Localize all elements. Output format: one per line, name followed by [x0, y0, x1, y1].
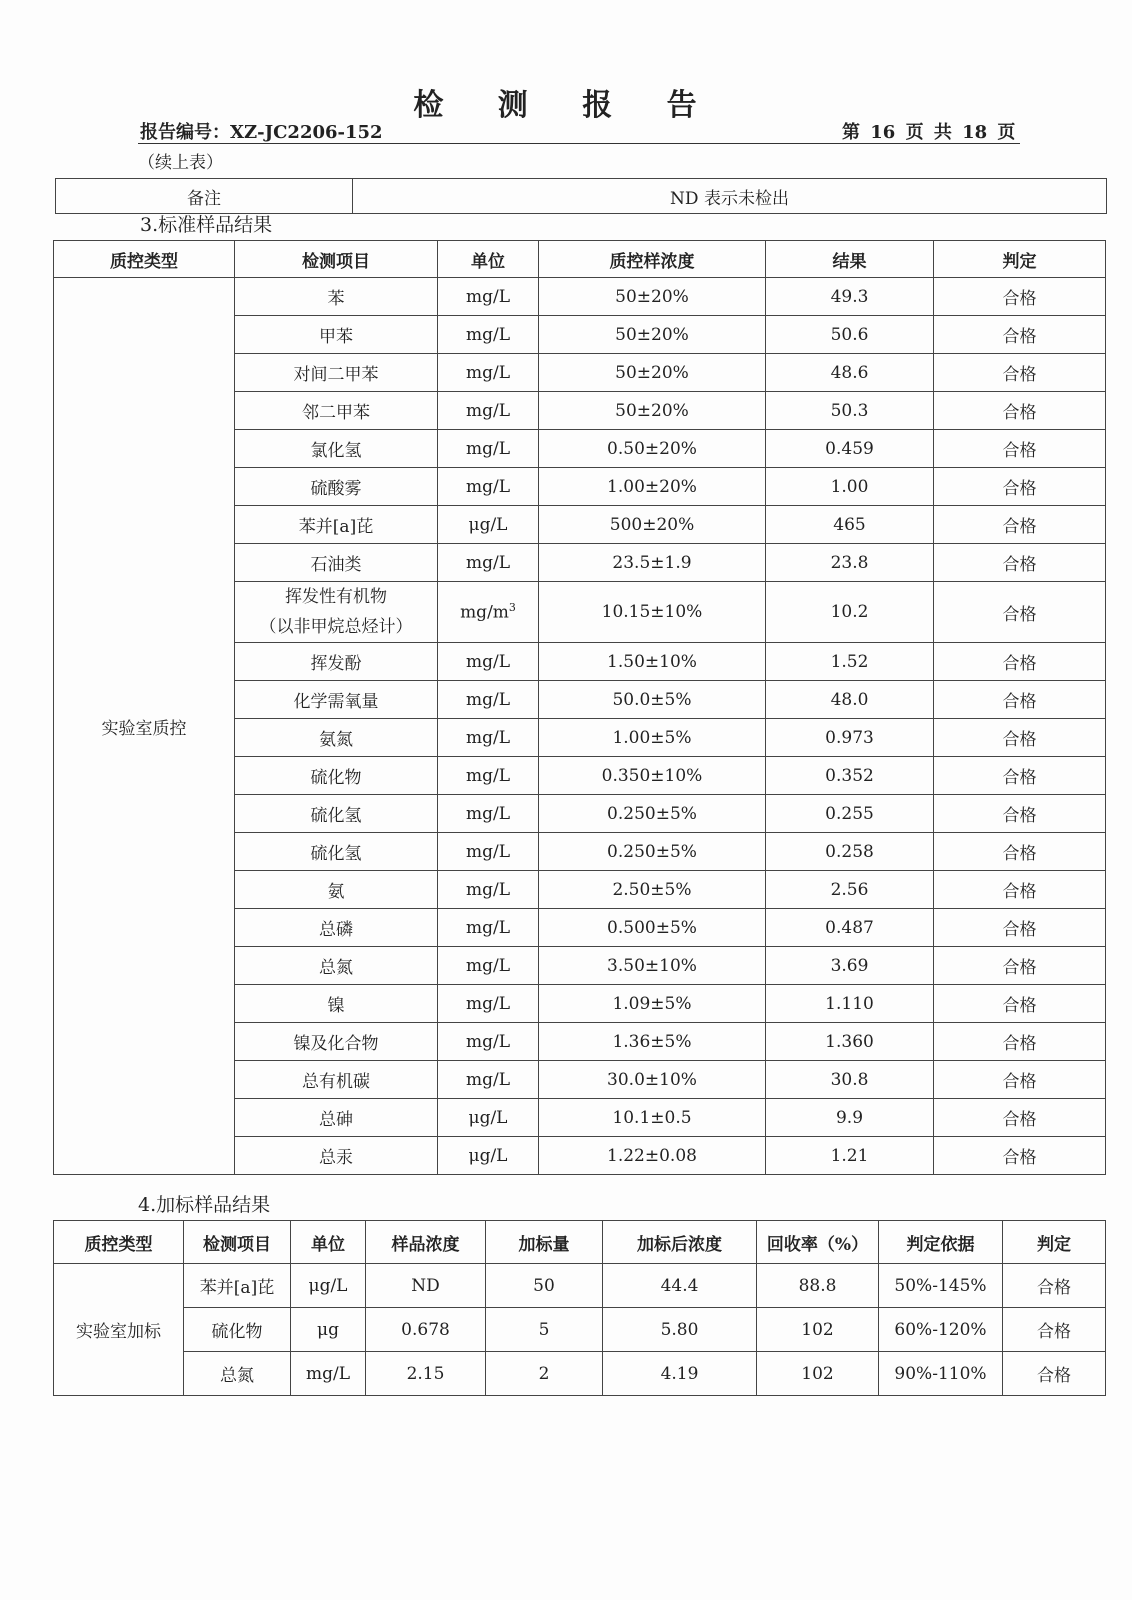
conc-cell: 50±20% — [539, 392, 766, 430]
col-header: 检测项目 — [184, 1221, 291, 1264]
item-cell: 总汞 — [235, 1137, 438, 1175]
unit-cell — [438, 1023, 539, 1061]
unit-text: mg/L — [465, 993, 511, 1014]
after-cell: 5.80 — [603, 1308, 757, 1352]
table-row — [56, 179, 1107, 214]
item-line-2: （以非甲烷总烃计） — [259, 617, 413, 637]
item-cell: 氨 — [235, 871, 438, 909]
recovery-cell: 102 — [757, 1308, 879, 1352]
unit-text: mg/L — [465, 917, 511, 938]
col-header: 结果 — [766, 241, 934, 278]
unit-cell — [438, 643, 539, 681]
verdict-cell: 合格 — [934, 278, 1106, 316]
col-header: 判定依据 — [879, 1221, 1003, 1264]
item-cell: 苯并[a]芘 — [235, 506, 438, 544]
header-divider — [138, 143, 1020, 144]
remark-label: 备注 — [56, 179, 353, 214]
item-cell: 硫化物 — [235, 757, 438, 795]
unit-text: mg/L — [465, 1031, 511, 1052]
result-cell: 23.8 — [766, 544, 934, 582]
col-header: 质控样浓度 — [539, 241, 766, 278]
continued-label: （续上表） — [138, 153, 223, 173]
sample-cell: ND — [366, 1264, 486, 1308]
verdict-cell: 合格 — [934, 1023, 1106, 1061]
table-header-row — [54, 1221, 1106, 1264]
item-cell: 硫化氢 — [235, 795, 438, 833]
item-line-1: 挥发性有机物 — [285, 587, 387, 607]
conc-cell: 1.00±5% — [539, 719, 766, 757]
item-cell: 苯并[a]芘 — [184, 1264, 291, 1308]
col-header: 质控类型 — [54, 241, 235, 278]
qc-type-cell: 实验室加标 — [54, 1264, 184, 1396]
unit-cell — [438, 795, 539, 833]
unit-text: mg/L — [465, 803, 511, 824]
item-cell: 镍及化合物 — [235, 1023, 438, 1061]
table-header-row — [54, 241, 1106, 278]
section-title-spiked-samples: 4.加标样品结果 — [138, 1194, 271, 1216]
verdict-cell: 合格 — [934, 1099, 1106, 1137]
result-cell: 30.8 — [766, 1061, 934, 1099]
unit-text: mg/L — [465, 689, 511, 710]
page-info: 第 16 页 共 18 页 — [842, 122, 1016, 143]
result-cell: 1.110 — [766, 985, 934, 1023]
item-cell: 镍 — [235, 985, 438, 1023]
verdict-cell: 合格 — [934, 354, 1106, 392]
result-cell: 0.487 — [766, 909, 934, 947]
verdict-cell: 合格 — [934, 833, 1106, 871]
unit-text: mg/L — [465, 552, 511, 573]
conc-cell: 1.22±0.08 — [539, 1137, 766, 1175]
verdict-cell: 合格 — [934, 719, 1106, 757]
unit-text: μg/L — [468, 1145, 508, 1166]
item-cell: 氯化氢 — [235, 430, 438, 468]
result-cell: 49.3 — [766, 278, 934, 316]
unit-cell — [438, 909, 539, 947]
unit-cell: μg — [291, 1308, 366, 1352]
conc-cell: 1.00±20% — [539, 468, 766, 506]
item-cell: 对间二甲苯 — [235, 354, 438, 392]
conc-cell: 1.50±10% — [539, 643, 766, 681]
result-cell: 50.3 — [766, 392, 934, 430]
verdict-cell: 合格 — [934, 1137, 1106, 1175]
result-cell: 9.9 — [766, 1099, 934, 1137]
verdict-cell: 合格 — [934, 506, 1106, 544]
unit-cell — [438, 354, 539, 392]
result-cell: 3.69 — [766, 947, 934, 985]
unit-text: μg/L — [468, 1107, 508, 1128]
basis-cell: 50%-145% — [879, 1264, 1003, 1308]
result-cell: 48.0 — [766, 681, 934, 719]
col-header: 加标量 — [486, 1221, 603, 1264]
unit-cell — [438, 1137, 539, 1175]
spike-cell: 2 — [486, 1352, 603, 1396]
unit-text: mg/L — [465, 362, 511, 383]
unit-cell — [438, 430, 539, 468]
result-cell: 1.360 — [766, 1023, 934, 1061]
verdict-cell: 合格 — [1003, 1264, 1106, 1308]
spike-cell: 50 — [486, 1264, 603, 1308]
verdict-cell: 合格 — [934, 316, 1106, 354]
unit-text: mg/L — [465, 438, 511, 459]
verdict-cell: 合格 — [934, 582, 1106, 643]
unit-text: mg/L — [465, 286, 511, 307]
result-cell: 1.21 — [766, 1137, 934, 1175]
verdict-cell: 合格 — [934, 985, 1106, 1023]
unit-text: mg/L — [465, 651, 511, 672]
result-cell: 50.6 — [766, 316, 934, 354]
item-cell — [235, 582, 438, 643]
col-header: 回收率（%） — [757, 1221, 879, 1264]
conc-cell: 1.36±5% — [539, 1023, 766, 1061]
unit-superscript: 3 — [508, 601, 516, 615]
table-row — [54, 1264, 1106, 1308]
result-cell: 0.255 — [766, 795, 934, 833]
item-cell: 硫化氢 — [235, 833, 438, 871]
col-header: 单位 — [438, 241, 539, 278]
verdict-cell: 合格 — [934, 392, 1106, 430]
col-header: 单位 — [291, 1221, 366, 1264]
verdict-cell: 合格 — [934, 947, 1106, 985]
report-number: 报告编号：XZ-JC2206-152 — [140, 122, 383, 143]
verdict-cell: 合格 — [1003, 1352, 1106, 1396]
conc-cell: 50±20% — [539, 278, 766, 316]
result-cell: 1.00 — [766, 468, 934, 506]
item-cell: 氨氮 — [235, 719, 438, 757]
col-header: 质控类型 — [54, 1221, 184, 1264]
item-cell: 化学需氧量 — [235, 681, 438, 719]
verdict-cell: 合格 — [934, 795, 1106, 833]
conc-cell: 2.50±5% — [539, 871, 766, 909]
result-cell: 0.973 — [766, 719, 934, 757]
unit-text: mg/L — [465, 879, 511, 900]
col-header: 判定 — [934, 241, 1106, 278]
col-header: 判定 — [1003, 1221, 1106, 1264]
table-row — [54, 1308, 1106, 1352]
result-cell: 0.258 — [766, 833, 934, 871]
qc-type-cell: 实验室质控 — [54, 278, 235, 1175]
item-cell: 石油类 — [235, 544, 438, 582]
col-header: 样品浓度 — [366, 1221, 486, 1264]
verdict-cell: 合格 — [934, 643, 1106, 681]
conc-cell: 0.50±20% — [539, 430, 766, 468]
item-cell: 邻二甲苯 — [235, 392, 438, 430]
item-cell: 总磷 — [235, 909, 438, 947]
unit-cell — [438, 1099, 539, 1137]
conc-cell: 50±20% — [539, 316, 766, 354]
remark-table — [55, 178, 1107, 214]
basis-cell: 90%-110% — [879, 1352, 1003, 1396]
item-cell: 总氮 — [235, 947, 438, 985]
result-cell: 0.459 — [766, 430, 934, 468]
sample-cell: 2.15 — [366, 1352, 486, 1396]
conc-cell: 0.250±5% — [539, 795, 766, 833]
item-cell: 总有机碳 — [235, 1061, 438, 1099]
standard-sample-table — [53, 240, 1106, 1175]
conc-cell: 30.0±10% — [539, 1061, 766, 1099]
item-cell: 硫化物 — [184, 1308, 291, 1352]
conc-cell: 50.0±5% — [539, 681, 766, 719]
conc-cell: 50±20% — [539, 354, 766, 392]
after-cell: 44.4 — [603, 1264, 757, 1308]
unit-cell — [438, 681, 539, 719]
result-cell: 1.52 — [766, 643, 934, 681]
unit-text: mg/L — [465, 324, 511, 345]
item-cell: 挥发酚 — [235, 643, 438, 681]
unit-text: mg/L — [465, 955, 511, 976]
table-row — [54, 278, 1106, 316]
section-title-standard-samples: 3.标准样品结果 — [140, 214, 273, 236]
unit-text: mg/L — [465, 727, 511, 748]
spike-cell: 5 — [486, 1308, 603, 1352]
spiked-sample-table — [53, 1220, 1106, 1396]
unit-cell — [438, 392, 539, 430]
sample-cell: 0.678 — [366, 1308, 486, 1352]
unit-cell: mg/L — [291, 1352, 366, 1396]
conc-cell: 0.350±10% — [539, 757, 766, 795]
unit-cell — [438, 833, 539, 871]
item-cell: 苯 — [235, 278, 438, 316]
result-cell: 10.2 — [766, 582, 934, 643]
verdict-cell: 合格 — [934, 871, 1106, 909]
recovery-cell: 88.8 — [757, 1264, 879, 1308]
unit-cell — [438, 1061, 539, 1099]
result-cell: 2.56 — [766, 871, 934, 909]
unit-cell — [438, 316, 539, 354]
verdict-cell: 合格 — [934, 1061, 1106, 1099]
result-cell: 0.352 — [766, 757, 934, 795]
unit-cell — [438, 582, 539, 643]
item-cell: 甲苯 — [235, 316, 438, 354]
result-cell: 48.6 — [766, 354, 934, 392]
conc-cell: 0.500±5% — [539, 909, 766, 947]
unit-cell — [438, 947, 539, 985]
verdict-cell: 合格 — [934, 544, 1106, 582]
conc-cell: 3.50±10% — [539, 947, 766, 985]
verdict-cell: 合格 — [934, 681, 1106, 719]
unit-cell — [438, 871, 539, 909]
col-header: 加标后浓度 — [603, 1221, 757, 1264]
verdict-cell: 合格 — [934, 757, 1106, 795]
conc-cell: 0.250±5% — [539, 833, 766, 871]
table-row — [54, 1352, 1106, 1396]
item-cell: 总砷 — [235, 1099, 438, 1137]
verdict-cell: 合格 — [934, 468, 1106, 506]
recovery-cell: 102 — [757, 1352, 879, 1396]
conc-cell: 500±20% — [539, 506, 766, 544]
unit-cell — [438, 544, 539, 582]
unit-text: mg/L — [465, 400, 511, 421]
result-cell: 465 — [766, 506, 934, 544]
page-title: 检 测 报 告 — [413, 88, 719, 123]
unit-text: mg/m — [460, 602, 509, 623]
remark-value: ND 表示未检出 — [353, 179, 1107, 214]
unit-cell — [438, 468, 539, 506]
unit-text: μg/L — [468, 514, 508, 535]
verdict-cell: 合格 — [934, 909, 1106, 947]
unit-text: mg/L — [465, 765, 511, 786]
basis-cell: 60%-120% — [879, 1308, 1003, 1352]
conc-cell: 10.1±0.5 — [539, 1099, 766, 1137]
unit-cell: μg/L — [291, 1264, 366, 1308]
after-cell: 4.19 — [603, 1352, 757, 1396]
unit-cell — [438, 719, 539, 757]
unit-cell — [438, 985, 539, 1023]
verdict-cell: 合格 — [1003, 1308, 1106, 1352]
conc-cell: 10.15±10% — [539, 582, 766, 643]
unit-text: mg/L — [465, 841, 511, 862]
unit-text: mg/L — [465, 1069, 511, 1090]
col-header: 检测项目 — [235, 241, 438, 278]
item-cell: 总氮 — [184, 1352, 291, 1396]
verdict-cell: 合格 — [934, 430, 1106, 468]
unit-cell — [438, 506, 539, 544]
conc-cell: 1.09±5% — [539, 985, 766, 1023]
conc-cell: 23.5±1.9 — [539, 544, 766, 582]
item-cell: 硫酸雾 — [235, 468, 438, 506]
unit-cell — [438, 278, 539, 316]
unit-text: mg/L — [465, 476, 511, 497]
unit-cell — [438, 757, 539, 795]
